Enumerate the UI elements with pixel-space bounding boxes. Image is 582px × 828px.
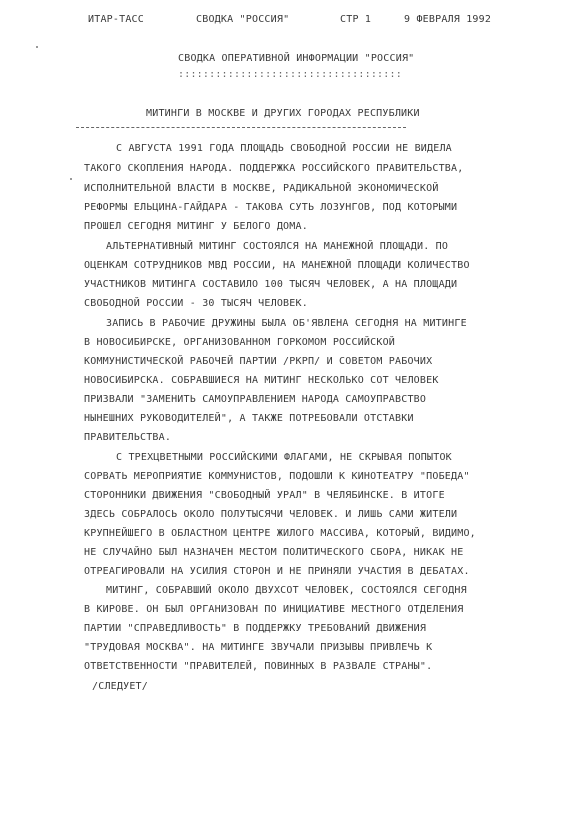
body-line: УЧАСТНИКОВ МИТИНГА СОСТАВИЛО 100 ТЫСЯЧ ЧЕЛОВЕК, А НА ПЛОЩАДИ <box>84 279 458 290</box>
body-line: МИТИНГ, СОБРАВШИЙ ОКОЛО ДВУХСОТ ЧЕЛОВЕК, СОСТОЯЛСЯ СЕГОДНЯ <box>106 585 467 596</box>
scan-speck <box>36 46 38 48</box>
body-line: КРУПНЕЙШЕГО В ОБЛАСТНОМ ЦЕНТРЕ ЖИЛОГО МАССИВА, КОТОРЫЙ, ВИДИМО, <box>84 528 476 539</box>
body-line: ПРОШЕЛ СЕГОДНЯ МИТИНГ У БЕЛОГО ДОМА. <box>84 221 308 232</box>
title-underline: :::::::::::::::::::::::::::::::::::: <box>178 69 402 80</box>
header-page-number: СТР 1 <box>340 14 372 25</box>
body-line: ИСПОЛНИТЕЛЬНОЙ ВЛАСТИ В МОСКВЕ, РАДИКАЛЬНОЙ ЭКОНОМИЧЕСКОЙ <box>84 183 439 194</box>
body-line: В КИРОВЕ. ОН БЫЛ ОРГАНИЗОВАН ПО ИНИЦИАТИВЕ МЕСТНОГО ОТДЕЛЕНИЯ <box>84 604 464 615</box>
body-line: ПРИЗВАЛИ "ЗАМЕНИТЬ САМОУПРАВЛЕНИЕМ НАРОДА САМОУПРАВСТВО <box>84 394 427 405</box>
body-line: "ТРУДОВАЯ МОСКВА". НА МИТИНГЕ ЗВУЧАЛИ ПРИЗЫВЫ ПРИВЛЕЧЬ К <box>84 642 433 653</box>
scan-speck <box>70 178 72 180</box>
body-line: НЕ СЛУЧАЙНО БЫЛ НАЗНАЧЕН МЕСТОМ ПОЛИТИЧЕСКОГО СБОРА, НИКАК НЕ <box>84 547 464 558</box>
body-line: ПРАВИТЕЛЬСТВА. <box>84 432 172 443</box>
body-line: ОТРЕАГИРОВАЛИ НА УСИЛИЯ СТОРОН И НЕ ПРИНЯЛИ УЧАСТИЯ В ДЕБАТАХ. <box>84 566 470 577</box>
header-agency: ИТАР-ТАСС <box>88 14 144 25</box>
document-title: СВОДКА ОПЕРАТИВНОЙ ИНФОРМАЦИИ "РОССИЯ" <box>178 53 415 64</box>
body-line: ОТВЕТСТВЕННОСТИ "ПРАВИТЕЛЕЙ, ПОВИННЫХ В РАЗВАЛЕ СТРАНЫ". <box>84 661 433 672</box>
body-line: СОРВАТЬ МЕРОПРИЯТИЕ КОММУНИСТОВ, ПОДОШЛИ К КИНОТЕАТРУ "ПОБЕДА" <box>84 471 470 482</box>
body-line: С ТРЕХЦВЕТНЫМИ РОССИЙСКИМИ ФЛАГАМИ, НЕ СКРЫВАЯ ПОПЫТОК <box>116 452 452 463</box>
body-line: ОЦЕНКАМ СОТРУДНИКОВ МВД РОССИИ, НА МАНЕЖНОЙ ПЛОЩАДИ КОЛИЧЕСТВО <box>84 260 470 271</box>
body-line: РЕФОРМЫ ЕЛЬЦИНА-ГАЙДАРА - ТАКОВА СУТЬ ЛОЗУНГОВ, ПОД КОТОРЫМИ <box>84 202 458 213</box>
body-line: НОВОСИБИРСКА. СОБРАВШИЕСЯ НА МИТИНГ НЕСКОЛЬКО СОТ ЧЕЛОВЕК <box>84 375 439 386</box>
body-line: КОММУНИСТИЧЕСКОЙ РАБОЧЕЙ ПАРТИИ /РКРП/ И СОВЕТОМ РАБОЧИХ <box>84 356 433 367</box>
continuation-mark: /СЛЕДУЕТ/ <box>92 681 148 692</box>
body-line: ЗАПИСЬ В РАБОЧИЕ ДРУЖИНЫ БЫЛА ОБ'ЯВЛЕНА СЕГОДНЯ НА МИТИНГЕ <box>106 318 467 329</box>
body-line: ПАРТИИ "СПРАВЕДЛИВОСТЬ" В ПОДДЕРЖКУ ТРЕБОВАНИЙ ДВИЖЕНИЯ <box>84 623 427 634</box>
body-line: СВОБОДНОЙ РОССИИ - 30 ТЫСЯЧ ЧЕЛОВЕК. <box>84 298 308 309</box>
body-line: АЛЬТЕРНАТИВНЫЙ МИТИНГ СОСТОЯЛСЯ НА МАНЕЖНОЙ ПЛОЩАДИ. ПО <box>106 241 449 252</box>
header-date: 9 ФЕВРАЛЯ 1992 <box>404 14 492 25</box>
body-line: ТАКОГО СКОПЛЕНИЯ НАРОДА. ПОДДЕРЖКА РОССИЙСКОГО ПРАВИТЕЛЬСТВА, <box>84 163 464 174</box>
body-line: НЫНЕШНИХ РУКОВОДИТЕЛЕЙ", А ТАКЖЕ ПОТРЕБОВАЛИ ОТСТАВКИ <box>84 413 414 424</box>
section-title: МИТИНГИ В МОСКВЕ И ДРУГИХ ГОРОДАХ РЕСПУБЛИКИ <box>146 108 420 119</box>
header-bulletin: СВОДКА "РОССИЯ" <box>196 14 290 25</box>
body-line: С АВГУСТА 1991 ГОДА ПЛОЩАДЬ СВОБОДНОЙ РОССИИ НЕ ВИДЕЛА <box>116 143 452 154</box>
body-line: СТОРОННИКИ ДВИЖЕНИЯ "СВОБОДНЫЙ УРАЛ" В ЧЕЛЯБИНСКЕ. В ИТОГЕ <box>84 490 445 501</box>
body-line: ЗДЕСЬ СОБРАЛОСЬ ОКОЛО ПОЛУТЫСЯЧИ ЧЕЛОВЕК. И ЛИШЬ САМИ ЖИТЕЛИ <box>84 509 458 520</box>
body-line: В НОВОСИБИРСКЕ, ОРГАНИЗОВАННОМ ГОРКОМОМ РОССИЙСКОЙ <box>84 337 396 348</box>
section-divider <box>76 127 406 128</box>
